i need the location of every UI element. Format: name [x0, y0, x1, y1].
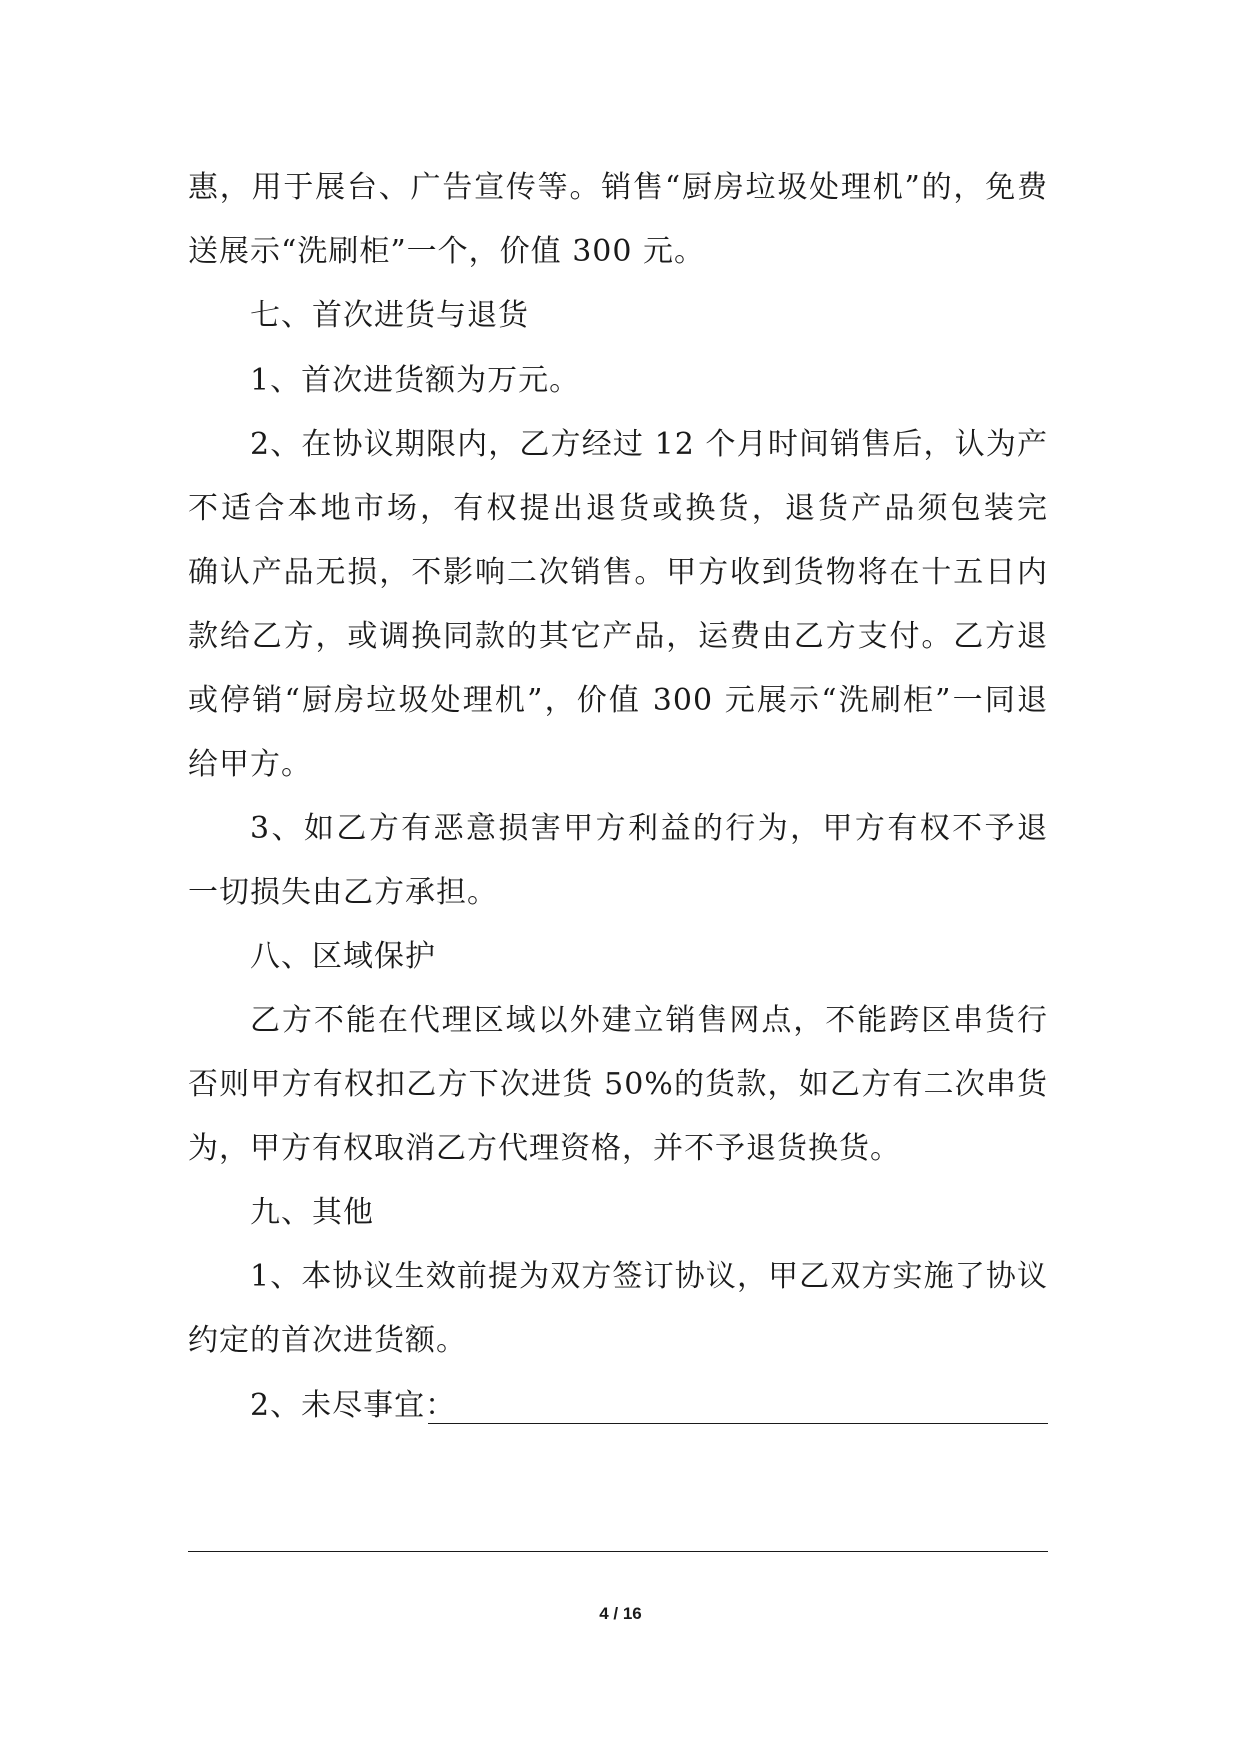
paragraph-line: 3、如乙方有恶意损害甲方利益的行为，甲方有权不予退: [250, 811, 1048, 846]
paragraph-line: 1、本协议生效前提为双方签订协议，甲乙双方实施了协议: [250, 1259, 1048, 1294]
paragraph-line: 款给乙方，或调换同款的其它产品，运费由乙方支付。乙方退: [188, 619, 1048, 654]
fill-in-blank-line: [188, 1551, 1048, 1552]
paragraph-line: 否则甲方有权扣乙方下次进货 50%的货款，如乙方有二次串货: [188, 1067, 1048, 1102]
paragraph-line: 为，甲方有权取消乙方代理资格，并不予退货换货。: [188, 1131, 901, 1166]
section-heading: 九、其他: [250, 1195, 374, 1230]
paragraph-line: 乙方不能在代理区域以外建立销售网点，不能跨区串货行: [250, 1003, 1048, 1038]
paragraph-line: 一切损失由乙方承担。: [188, 875, 498, 910]
fill-in-blank-line: [428, 1423, 1048, 1424]
page-number: 4 / 16: [599, 1604, 642, 1623]
paragraph-line: 惠，用于展台、广告宣传等。销售“厨房垃圾处理机”的，免费: [188, 170, 1048, 205]
paragraph-line: 2、未尽事宜：: [250, 1388, 457, 1423]
paragraph-line: 确认产品无损，不影响二次销售。甲方收到货物将在十五日内: [188, 555, 1048, 590]
section-heading: 八、区域保护: [250, 939, 436, 974]
paragraph-line: 送展示“洗刷柜”一个，价值 300 元。: [188, 234, 706, 269]
paragraph-line: 1、首次进货额为万元。: [250, 363, 581, 398]
paragraph-line: 不适合本地市场，有权提出退货或换货，退货产品须包装完: [188, 491, 1048, 526]
paragraph-line: 或停销“厨房垃圾处理机”，价值 300 元展示“洗刷柜”一同退: [188, 683, 1048, 718]
paragraph-line: 给甲方。: [188, 747, 312, 782]
paragraph-line: 约定的首次进货额。: [188, 1323, 467, 1358]
section-heading: 七、首次进货与退货: [250, 298, 529, 333]
paragraph-line: 2、在协议期限内，乙方经过 12 个月时间销售后，认为产: [250, 427, 1048, 462]
